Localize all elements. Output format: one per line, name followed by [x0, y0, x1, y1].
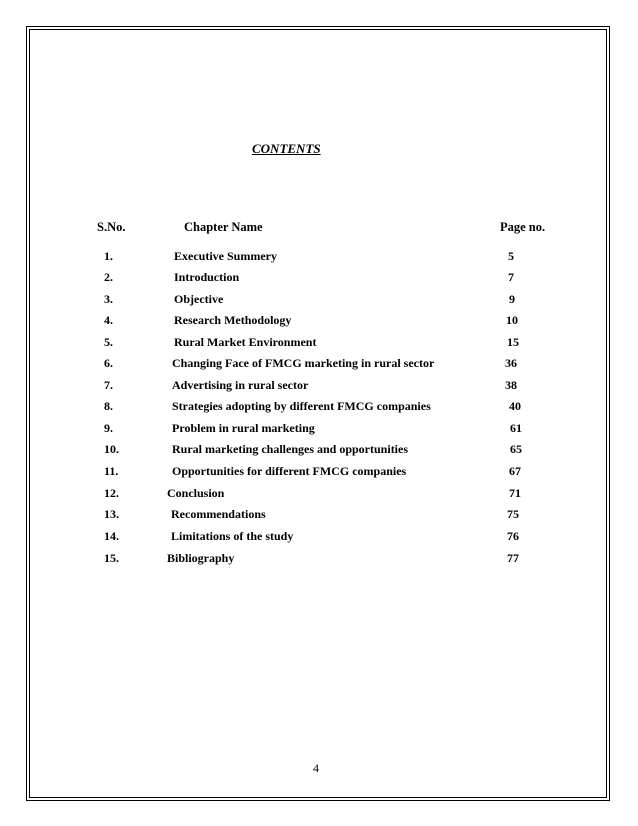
toc-row[interactable] — [0, 529, 638, 549]
toc-row[interactable] — [0, 486, 638, 506]
toc-row-page: 5 — [508, 249, 514, 263]
toc-row-title: Rural marketing challenges and opportunities — [172, 442, 409, 456]
header-chapter-name: Chapter Name — [184, 220, 263, 234]
toc-row-title: Advertising in rural sector — [172, 378, 309, 392]
toc-row-number: 4. — [104, 313, 113, 327]
toc-row[interactable] — [0, 399, 638, 419]
toc-row-title: Rural Market Environment — [174, 335, 317, 349]
toc-row-number: 6. — [104, 356, 113, 370]
toc-row[interactable] — [0, 249, 638, 269]
toc-row[interactable] — [0, 292, 638, 312]
toc-row-title: Problem in rural marketing — [172, 421, 315, 435]
toc-row[interactable] — [0, 551, 638, 571]
toc-row-page: 38 — [505, 378, 517, 392]
toc-row[interactable] — [0, 356, 638, 376]
toc-row-number: 3. — [104, 292, 113, 306]
toc-row-page: 40 — [509, 399, 521, 413]
toc-row-page: 77 — [507, 551, 519, 565]
contents-heading: CONTENTS — [252, 141, 321, 156]
toc-row-number: 12. — [104, 486, 119, 500]
toc-row-number: 5. — [104, 335, 113, 349]
toc-row-page: 75 — [507, 507, 519, 521]
toc-row[interactable] — [0, 507, 638, 527]
toc-row-page: 36 — [505, 356, 517, 370]
toc-row-page: 7 — [508, 270, 514, 284]
header-page-no: Page no. — [500, 220, 546, 234]
toc-row-page: 67 — [509, 464, 521, 478]
toc-row-title: Conclusion — [167, 486, 225, 500]
toc-row-title: Introduction — [174, 270, 240, 284]
toc-row-number: 7. — [104, 378, 113, 392]
toc-row-number: 2. — [104, 270, 113, 284]
toc-row-number: 10. — [104, 442, 119, 456]
toc-row-page: 71 — [509, 486, 521, 500]
toc-row[interactable] — [0, 335, 638, 355]
toc-row-title: Executive Summery — [174, 249, 277, 263]
toc-row-title: Limitations of the study — [171, 529, 294, 543]
toc-row-page: 61 — [510, 421, 522, 435]
toc-row-number: 1. — [104, 249, 113, 263]
toc-row-title: Changing Face of FMCG marketing in rural sector — [172, 356, 435, 370]
toc-row-title: Research Methodology — [174, 313, 292, 327]
toc-row-number: 11. — [104, 464, 119, 478]
toc-row-title: Bibliography — [167, 551, 235, 565]
toc-row-page: 10 — [506, 313, 518, 327]
page-number: 4 — [313, 761, 319, 775]
toc-row[interactable] — [0, 378, 638, 398]
toc-row-title: Recommendations — [171, 507, 266, 521]
toc-row[interactable] — [0, 270, 638, 290]
toc-row[interactable] — [0, 313, 638, 333]
toc-row-number: 8. — [104, 399, 113, 413]
toc-row[interactable] — [0, 421, 638, 441]
toc-row-title: Opportunities for different FMCG companies — [172, 464, 407, 478]
toc-row-number: 9. — [104, 421, 113, 435]
toc-row[interactable] — [0, 464, 638, 484]
toc-row[interactable] — [0, 442, 638, 462]
toc-row-page: 65 — [510, 442, 522, 456]
toc-row-number: 13. — [104, 507, 119, 521]
toc-row-page: 9 — [509, 292, 515, 306]
toc-row-page: 15 — [507, 335, 519, 349]
header-sno: S.No. — [97, 220, 126, 234]
toc-row-number: 15. — [104, 551, 119, 565]
toc-row-number: 14. — [104, 529, 119, 543]
toc-row-title: Strategies adopting by different FMCG companies — [172, 399, 431, 413]
toc-row-page: 76 — [507, 529, 519, 543]
toc-row-title: Objective — [174, 292, 224, 306]
